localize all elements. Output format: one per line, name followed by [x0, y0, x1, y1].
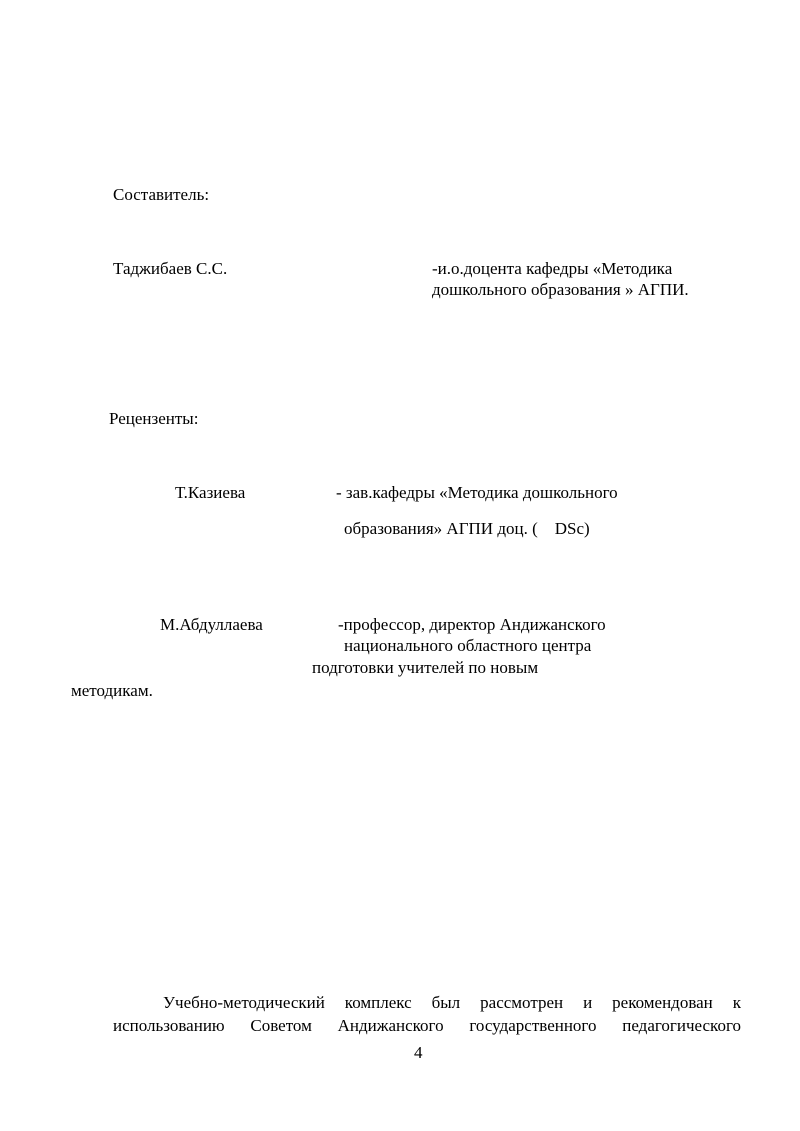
approval-line2: использованию Советом Андижанского государственного педагогического	[113, 1016, 741, 1035]
reviewer-2-position-line3: подготовки учителей по новым	[312, 658, 539, 677]
reviewer-1-name: Т.Казиева	[175, 483, 246, 502]
approval-line1: Учебно-методический комплекс был рассмотрен и рекомендован к	[163, 993, 741, 1012]
reviewers-heading: Рецензенты:	[109, 409, 199, 428]
compiler-heading: Составитель:	[113, 185, 210, 204]
page-number: 4	[414, 1043, 423, 1062]
compiler-name: Таджибаев С.С.	[113, 259, 228, 278]
reviewer-1-position-line1: - зав.кафедры «Методика дошкольного	[336, 483, 618, 502]
reviewer-2-position-line4: методикам.	[71, 681, 153, 700]
reviewer-2-name: М.Абдуллаева	[160, 615, 263, 634]
reviewer-1-position-line2: образования» АГПИ доц. ( DSc)	[344, 519, 590, 538]
reviewer-2-position-line2: национального областного центра	[344, 636, 592, 655]
compiler-position-line1: -и.о.доцента кафедры «Методика	[432, 259, 673, 278]
reviewer-2-position-line1: -профессор, директор Андижанского	[338, 615, 606, 634]
compiler-position-line2: дошкольного образования » АГПИ.	[432, 280, 689, 299]
